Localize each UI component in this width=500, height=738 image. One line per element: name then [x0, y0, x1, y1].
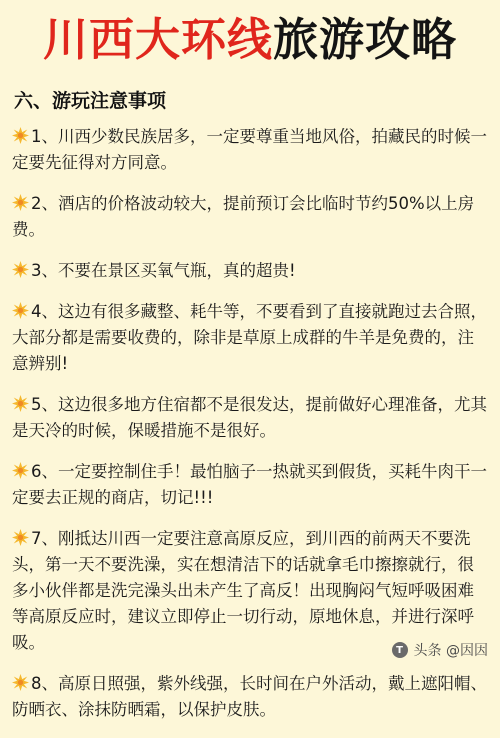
title-black-part: 旅游攻略 [273, 12, 458, 66]
tip-text: 2、酒店的价格波动较大，提前预订会比临时节约50%以上房费。 [12, 194, 475, 239]
watermark-badge-icon: T [392, 642, 408, 658]
watermark [392, 640, 488, 660]
tip-item [12, 191, 490, 243]
tip-text: 5、这边很多地方住宿都不是很发达，提前做好心理准备，尤其是天冷的时候，保暖措施不是很好。 [12, 395, 487, 440]
tip-text: 8、高原日照强，紫外线强，长时间在户外活动，戴上遮阳帽、防晒衣、涂抹防晒霜，以保护皮肤。 [12, 674, 487, 719]
burst-icon [12, 674, 29, 691]
watermark-text: 头条 @因因 [413, 643, 488, 659]
burst-icon [12, 395, 29, 412]
burst-icon [12, 261, 29, 278]
tip-item [12, 258, 490, 284]
tip-item [12, 671, 490, 723]
tip-text: 6、一定要控制住手！最怕脑子一热就买到假货，买耗牛肉干一定要去正规的商店，切记!!! [12, 462, 487, 507]
tip-item [12, 459, 490, 511]
tip-item [12, 392, 490, 444]
title-red-part: 川西大环线 [42, 12, 273, 66]
page-title [0, 0, 500, 70]
burst-icon [12, 127, 29, 144]
tip-item [12, 299, 490, 377]
tip-text: 1、川西少数民族居多，一定要尊重当地风俗，拍藏民的时候一定要先征得对方同意。 [12, 127, 487, 172]
tip-item [12, 526, 490, 656]
tip-item [12, 124, 490, 176]
burst-icon [12, 194, 29, 211]
section-heading: 六、游玩注意事项 [14, 90, 167, 112]
tip-text: 3、不要在景区买氧气瓶，真的超贵! [31, 261, 296, 280]
tip-text: 4、这边有很多藏整、耗牛等，不要看到了直接就跑过去合照，大部分都是需要收费的，除非是草原上成群的牛羊是免费的，注意辨别! [12, 302, 487, 373]
burst-icon [12, 462, 29, 479]
tip-text: 7、刚抵达川西一定要注意高原反应，到川西的前两天不要洗头，第一天不要洗澡，实在想清洁下的话就拿毛巾擦擦就行，很多小伙伴都是洗完澡头出未产生了高反！出现胸闷气短呼吸困难等高原反应时，建议立即停止一切行动，原地休息，并进行深呼吸。 [12, 529, 474, 652]
burst-icon [12, 302, 29, 319]
burst-icon [12, 529, 29, 546]
